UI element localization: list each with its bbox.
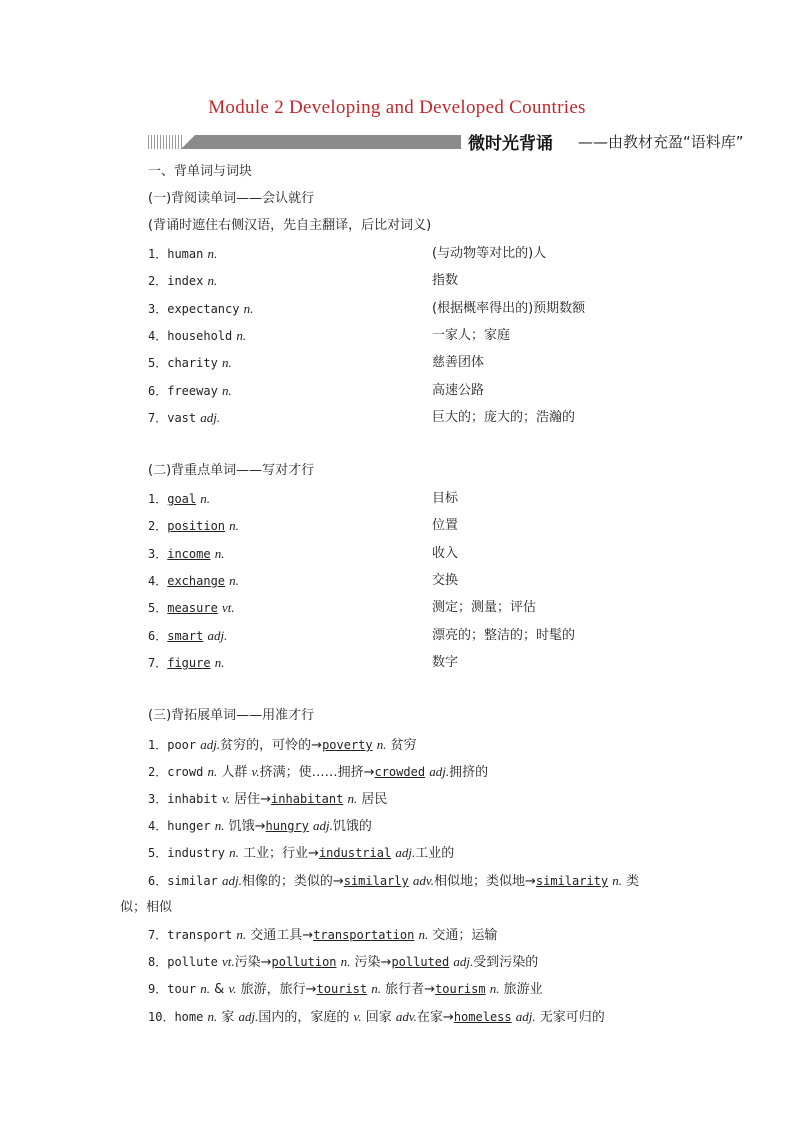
item-number: 7． [148,928,168,942]
derived-word: inhabitant [271,792,344,806]
part-of-speech: vt. [221,600,235,616]
base-word: similar [167,874,218,888]
item-number: 3． [148,301,168,316]
vocab-row [148,627,227,646]
derivation-row [148,953,538,972]
vocab-meaning: 巨大的；庞大的；浩瀚的 [432,409,576,425]
item-number: 6． [148,874,168,888]
meaning: 交通；运输 [428,928,498,943]
derived-word: crowded [374,765,426,779]
part2-heading: (二)背重点单词——写对才行 [148,463,315,478]
derived-word: hungry [265,819,309,833]
meaning: 拥挤的 [449,765,489,780]
part-of-speech: v. [353,1009,362,1024]
derivation-row [148,872,639,891]
vocab-row [148,572,239,591]
banner-stripes [148,135,184,149]
item-number: 2． [148,519,168,534]
item-number: 6． [148,628,168,643]
meaning: 家 [217,1010,239,1025]
base-word: poor [167,738,197,752]
part1-heading: (一)背阅读单词——会认就行 [148,191,315,206]
meaning: 类 [622,874,640,889]
derived-word: industrial [318,846,392,860]
meaning: 居民 [357,792,388,807]
meaning: 旅行者→ [381,982,436,997]
item-number: 1． [148,247,168,261]
item-number: 4． [148,819,168,833]
part-of-speech: n. [236,327,247,343]
part-of-speech: n. [200,491,211,506]
derived-word: polluted [391,955,450,969]
meaning: 工业；行业→ [238,846,319,861]
part-of-speech: n. [243,300,254,316]
derived-word: tourism [435,982,486,996]
part-of-speech: v. [251,764,260,779]
meaning: & [210,982,229,997]
meaning: 污染→ [350,955,392,970]
meaning: 贫穷 [386,738,417,753]
part-of-speech: n. [221,382,232,398]
vocab-meaning: (根据概率得出的)预期数额 [432,300,586,316]
derivation-row [148,736,417,755]
derived-word: poverty [322,738,373,752]
vocab-row [148,382,232,401]
derivation-row [148,980,543,999]
meaning: 在家→ [416,1010,454,1025]
meaning: 交通工具→ [246,928,314,943]
meaning-continuation: 似；相似 [120,900,173,915]
item-number: 2． [148,274,168,289]
vocab-row [148,354,232,373]
part-of-speech: n. [200,981,211,996]
vocab-word: income [167,546,211,561]
item-number: 4． [148,573,168,588]
meaning: 旅游，旅行→ [236,982,317,997]
vocab-row [148,409,220,428]
vocab-row [148,490,210,509]
meaning: 贫穷的，可怜的→ [220,738,323,753]
derived-word: transportation [313,928,415,942]
meaning: 相似地；类似地→ [433,874,536,889]
part-of-speech: v. [228,981,237,996]
banner-title: 微时光背诵 [468,134,553,154]
vocab-word: measure [167,601,218,616]
part-of-speech: v. [221,791,231,806]
item-number: 5． [148,601,168,616]
vocab-word: smart [167,628,204,643]
vocab-meaning: 慈善团体 [432,355,485,371]
part-of-speech: n. [214,818,225,833]
derived-word: tourist [316,982,368,996]
part-of-speech: n. [612,873,623,888]
item-number: 3． [148,792,168,806]
base-word: industry [167,846,226,860]
part-of-speech: n. [207,1009,218,1024]
banner-subtitle: ——由教材充盈“语料库” [578,133,744,151]
derivation-row [148,926,497,945]
meaning: 饥饿的 [332,819,372,834]
vocab-meaning: 测定；测量；评估 [432,600,537,616]
item-number: 9． [148,982,168,996]
module-title: Module 2 Developing and Developed Countries [208,97,586,118]
part-of-speech: n. [229,845,239,860]
part-of-speech: adj. [200,737,221,752]
derivation-row [148,763,488,782]
meaning: 国内的，家庭的 [258,1010,354,1025]
vocab-word: index [167,274,204,289]
vocab-meaning: 位置 [432,518,459,534]
item-number: 10． [148,1010,175,1024]
vocab-meaning: 数字 [432,654,459,670]
vocab-meaning: 漂亮的；整洁的；时髦的 [432,627,576,643]
vocab-row [148,599,235,618]
item-number: 8． [148,955,168,969]
item-number: 7． [148,410,168,425]
derived-word: similarity [535,874,609,888]
vocab-meaning: (与动物等对比的)人 [432,246,547,261]
part-of-speech: adj. [395,845,416,860]
part-of-speech: n. [371,981,381,996]
meaning: 相像的；类似的→ [241,874,344,889]
item-number: 7． [148,655,168,670]
meaning: 挤满；使……拥挤→ [259,765,375,780]
vocab-word: exchange [167,573,226,588]
vocab-word: figure [167,655,211,670]
base-word: inhabit [167,792,218,806]
part-of-speech: adv. [412,873,434,888]
derivation-row [148,817,372,836]
part-of-speech: adj. [207,627,228,643]
vocab-word: freeway [167,383,218,398]
part-of-speech: adj. [515,1009,536,1024]
item-number: 2． [148,765,168,779]
section-heading: 一、背单词与词块 [148,164,253,179]
vocab-meaning: 一家人；家庭 [432,327,511,343]
part-of-speech: n. [207,764,218,779]
part-of-speech: n. [207,246,218,261]
vocab-word: charity [167,356,218,371]
part-of-speech: adv. [395,1009,417,1024]
vocab-meaning: 交换 [432,572,459,588]
derivation-row [148,1008,605,1027]
vocab-row [148,300,253,319]
part-of-speech: adj. [238,1009,259,1024]
item-number: 1． [148,738,168,752]
vocab-meaning: 高速公路 [432,382,485,398]
vocab-word: vast [167,410,197,425]
meaning: 旅游业 [499,982,543,997]
vocab-row [148,272,217,291]
derived-word: similarly [343,874,409,888]
derivation-row [148,844,454,863]
part-of-speech: adj. [429,764,450,779]
part-of-speech: adj. [221,873,242,888]
part-of-speech: n. [214,654,225,670]
item-number: 1． [148,492,168,506]
part-of-speech: n. [418,927,429,942]
base-word: transport [167,928,233,942]
meaning: 居住→ [230,792,272,807]
part-of-speech: n. [236,927,247,942]
base-word: crowd [167,765,204,779]
item-number: 5． [148,356,168,371]
part-of-speech: n. [207,273,218,289]
part-of-speech: n. [214,545,225,561]
base-word: tour [167,982,197,996]
part-of-speech: n. [347,791,358,806]
meaning: 受到污染的 [473,955,539,970]
part-of-speech: n. [340,954,351,969]
vocab-row [148,545,224,564]
derivation-row [148,790,387,809]
item-number: 5． [148,846,168,860]
vocab-row [148,245,217,264]
derived-word: homeless [453,1010,512,1024]
banner-bar [181,135,461,149]
vocab-meaning: 指数 [432,273,459,289]
vocab-meaning: 目标 [432,491,459,506]
vocab-word: goal [167,492,197,506]
vocab-word: expectancy [167,301,240,316]
part-of-speech: adj. [313,818,333,833]
part-of-speech: vt. [221,954,235,969]
part-of-speech: n. [376,737,387,752]
meaning: 无家可归的 [535,1010,605,1025]
part3-heading: (三)背拓展单词——用准才行 [148,708,315,723]
meaning: 工业的 [415,846,455,861]
vocab-word: position [167,519,226,534]
part1-note: (背诵时遮住右侧汉语，先自主翻译，后比对词义) [148,218,432,233]
item-number: 4． [148,328,168,343]
meaning: 污染→ [234,955,272,970]
part-of-speech: n. [229,518,239,534]
vocab-row [148,327,246,346]
part-of-speech: n. [229,572,239,588]
derived-word: pollution [271,955,337,969]
part-of-speech: n. [221,355,232,371]
vocab-row [148,517,239,536]
vocab-meaning: 收入 [432,545,459,561]
item-number: 3． [148,546,168,561]
section-banner [148,131,744,157]
part-of-speech: adj. [200,409,221,425]
item-number: 6． [148,383,168,398]
base-word: hunger [167,819,211,833]
meaning: 回家 [361,1010,396,1025]
vocab-word: human [167,247,204,261]
meaning: 人群 [217,765,252,780]
part-of-speech: adj. [453,954,474,969]
base-word: pollute [167,955,218,969]
meaning: 饥饿→ [224,819,266,834]
vocab-word: household [167,328,233,343]
base-word: home [174,1010,204,1024]
part-of-speech: n. [489,981,500,996]
vocab-row [148,654,224,673]
